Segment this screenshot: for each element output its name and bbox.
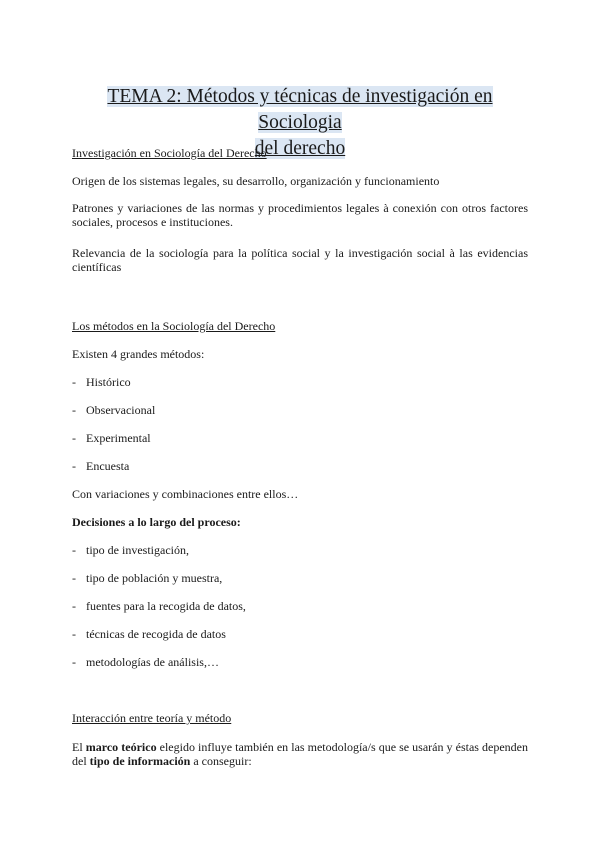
bullet-dash: - xyxy=(72,431,76,445)
decision-item: metodologías de análisis,… xyxy=(86,655,219,669)
text-run: elegido influye también en las metodología/s que se usarán y éstas dependen del xyxy=(72,740,529,768)
section-heading-interaccion: Interacción entre teoría y método xyxy=(72,711,232,725)
bold-marco-teorico: marco teórico xyxy=(85,740,157,754)
bullet-dash: - xyxy=(72,655,76,669)
section-heading-metodos: Los métodos en la Sociología del Derecho xyxy=(72,319,276,333)
section-heading-investigacion: Investigación en Sociología del Derecho xyxy=(72,146,267,160)
bullet-dash: - xyxy=(72,599,76,613)
bullet-dash: - xyxy=(72,403,76,417)
method-item-experimental: Experimental xyxy=(86,431,151,445)
paragraph-marco-teorico xyxy=(72,740,528,768)
title-line-1: TEMA 2: Métodos y técnicas de investigación en Sociologia xyxy=(107,86,493,133)
bold-tipo-informacion: tipo de información xyxy=(89,754,191,768)
text-run: a conseguir: xyxy=(190,754,252,768)
paragraph-origen: Origen de los sistemas legales, su desarrollo, organización y funcionamiento xyxy=(72,174,440,188)
decision-item: tipo de población y muestra, xyxy=(86,571,223,585)
method-item-historico: Histórico xyxy=(86,375,131,389)
decision-item: fuentes para la recogida de datos, xyxy=(86,599,246,613)
bullet-dash: - xyxy=(72,375,76,389)
paragraph-existen: Existen 4 grandes métodos: xyxy=(72,347,205,361)
bullet-dash: - xyxy=(72,459,76,473)
decision-item: técnicas de recogida de datos xyxy=(86,627,226,641)
bullet-dash: - xyxy=(72,571,76,585)
method-item-encuesta: Encuesta xyxy=(86,459,130,473)
text-run: El xyxy=(72,740,86,754)
title-line-2: del derecho xyxy=(254,138,346,159)
paragraph-variaciones: Con variaciones y combinaciones entre ellos… xyxy=(72,487,299,501)
paragraph-patrones: Patrones y variaciones de las normas y procedimientos legales à conexión con otros factores sociales, procesos e instituciones. xyxy=(72,201,528,229)
decision-item: tipo de investigación, xyxy=(86,543,189,557)
method-item-observacional: Observacional xyxy=(86,403,156,417)
bullet-dash: - xyxy=(72,543,76,557)
paragraph-relevancia: Relevancia de la sociología para la política social y la investigación social à las evidencias científicas xyxy=(72,246,528,274)
bullet-dash: - xyxy=(72,627,76,641)
decisions-heading: Decisiones a lo largo del proceso: xyxy=(72,515,241,529)
